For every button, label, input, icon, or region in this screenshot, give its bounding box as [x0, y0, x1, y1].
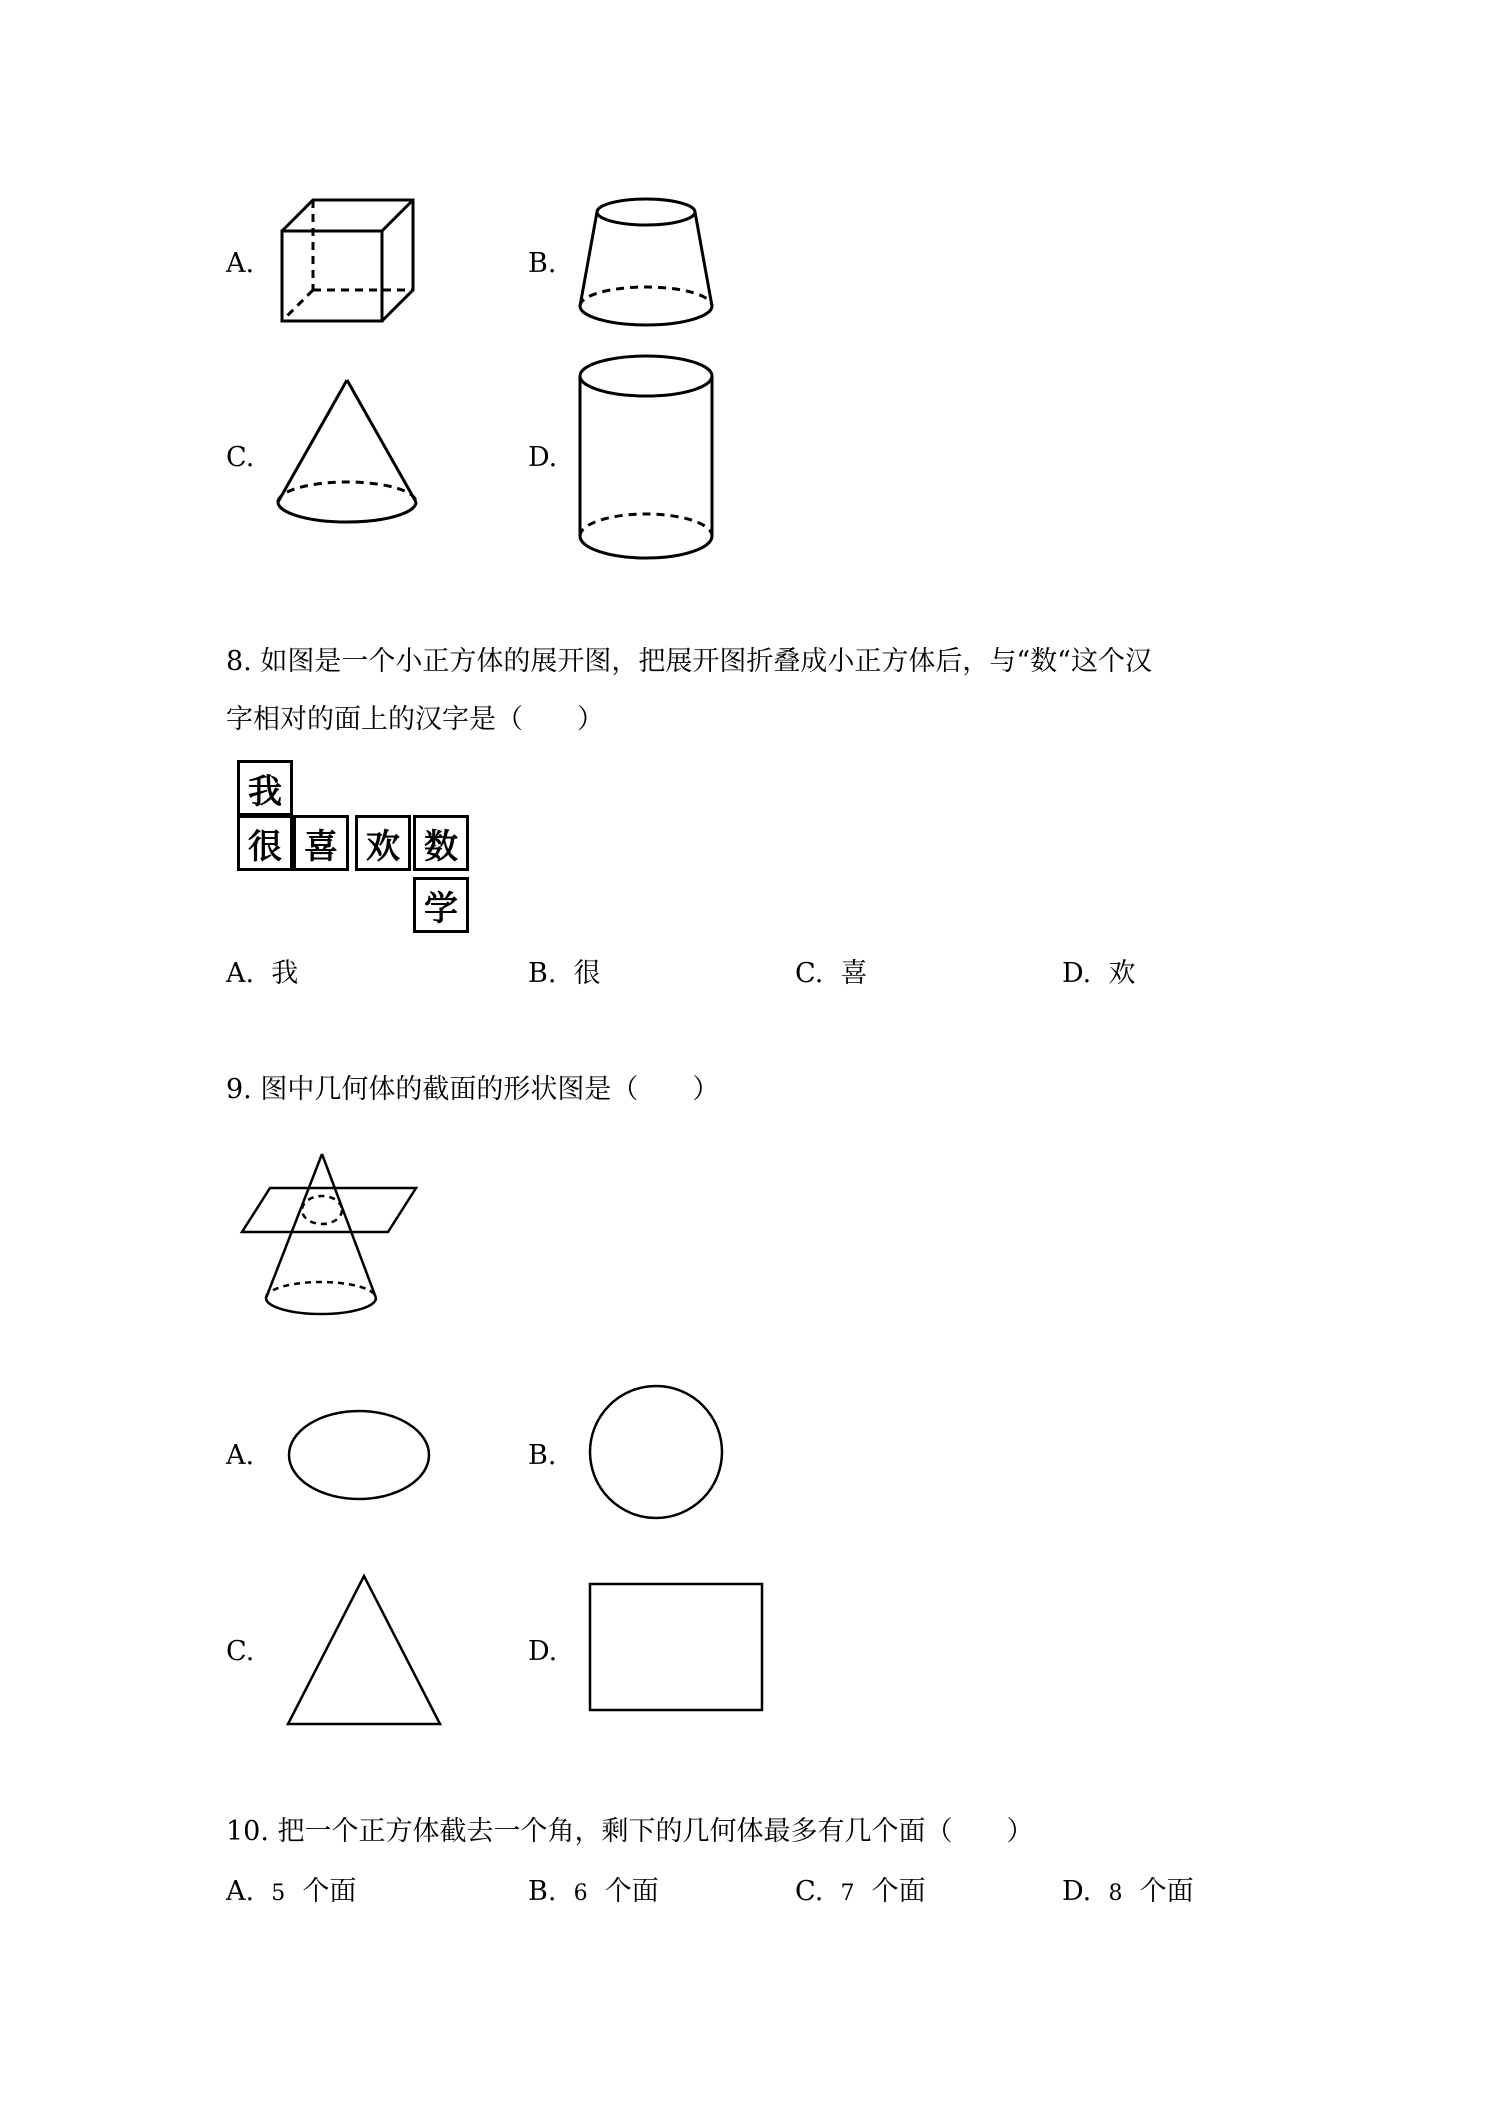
option-label: A. [226, 1876, 255, 1907]
option-label: D. [1062, 958, 1092, 989]
q7-option-a-label: A. [226, 248, 255, 279]
q10-option-c[interactable] [795, 1872, 926, 1914]
q8-option-a[interactable] [226, 954, 298, 994]
option-label: C. [795, 1876, 824, 1907]
frustum-icon [576, 196, 716, 330]
q9-option-a-label: A. [226, 1440, 255, 1471]
q8-option-c[interactable] [795, 954, 867, 994]
net-face-hen: 很 [237, 815, 293, 871]
net-face-shu: 数 [413, 815, 469, 871]
q9-stem: 9. 图中几何体的截面的形状图是（ ） [226, 1074, 720, 1105]
q10-option-b[interactable] [528, 1872, 659, 1914]
option-label: A. [226, 958, 255, 989]
net-face-wo: 我 [237, 760, 293, 816]
q7-option-c-label: C. [226, 442, 255, 473]
option-number: 7 [840, 1881, 855, 1906]
q10-option-d[interactable] [1062, 1872, 1194, 1914]
option-text: 我 [271, 958, 299, 989]
option-unit: 个面 [871, 1876, 926, 1907]
rectangle-icon [588, 1582, 766, 1714]
option-unit: 个面 [1139, 1876, 1194, 1907]
q10-option-a[interactable] [226, 1872, 356, 1914]
net-face-huan: 欢 [355, 815, 411, 871]
cone-section-figure-icon [240, 1150, 420, 1322]
q8-stem-line2: 字相对的面上的汉字是（ ） [226, 704, 604, 735]
q10-stem: 10. 把一个正方体截去一个角，剩下的几何体最多有几个面（ ） [226, 1816, 1034, 1847]
option-unit: 个面 [302, 1876, 357, 1907]
option-text: 喜 [840, 958, 868, 989]
option-text: 很 [573, 958, 601, 989]
option-number: 8 [1108, 1881, 1123, 1906]
cube-icon [278, 196, 418, 326]
q9-option-d-label: D. [528, 1636, 558, 1667]
net-face-xue: 学 [413, 877, 469, 933]
option-number: 5 [271, 1881, 286, 1906]
q9-option-b-label: B. [528, 1440, 557, 1471]
cone-icon [274, 376, 420, 528]
q7-option-b-label: B. [528, 248, 557, 279]
option-label: D. [1062, 1876, 1092, 1907]
cylinder-icon [576, 352, 716, 564]
option-label: B. [528, 958, 557, 989]
q9-option-c-label: C. [226, 1636, 255, 1667]
circle-icon [586, 1382, 726, 1522]
q8-option-b[interactable] [528, 954, 601, 994]
option-unit: 个面 [604, 1876, 659, 1907]
triangle-icon [284, 1572, 444, 1728]
option-number: 6 [573, 1881, 588, 1906]
option-label: C. [795, 958, 824, 989]
option-label: B. [528, 1876, 557, 1907]
ellipse-icon [286, 1408, 432, 1502]
net-face-xi: 喜 [293, 815, 349, 871]
q7-option-d-label: D. [528, 442, 558, 473]
q8-option-d[interactable] [1062, 954, 1135, 994]
option-text: 欢 [1108, 958, 1136, 989]
q8-stem-line1: 8. 如图是一个小正方体的展开图，把展开图折叠成小正方体后，与“数“这个汉 [226, 646, 1152, 677]
